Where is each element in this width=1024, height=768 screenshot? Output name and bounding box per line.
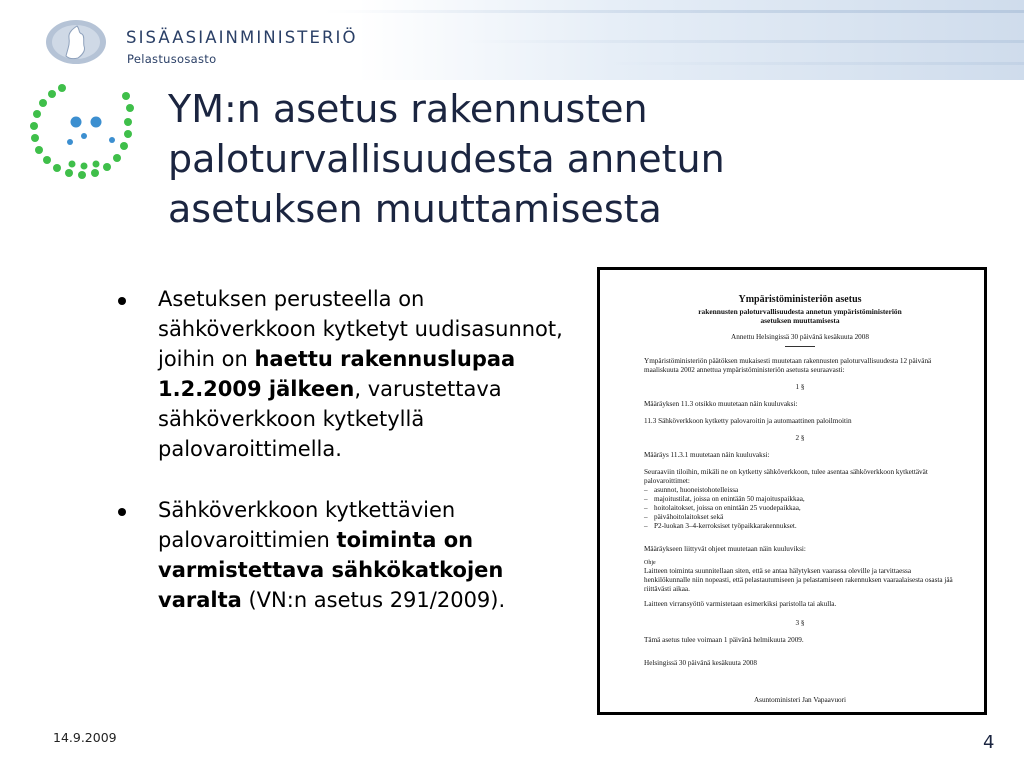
- decree-given-date: Annettu Helsingissä 30 päivänä kesäkuuta 2008: [731, 333, 869, 341]
- slide-title: YM:n asetus rakennusten paloturvallisuudesta annetun asetuksen muuttamisesta: [168, 87, 725, 231]
- decree-section-heading: Määräys 11.3.1 muutetaan näin kuuluvaksi:: [644, 451, 770, 459]
- decree-guide-text: Laitteen toiminta suunnitellaan siten, että se antaa hälytyksen vaarassa oleville ja tarvittaessa henkilökunnalle niin nopeasti, että pelastautumiseen ja pelastamiseen rakennuksen vaaraalaisesta osasta jää riittävästi aikaa.: [644, 567, 953, 593]
- decree-guide-label: Ohje: [644, 560, 656, 566]
- decree-section-text: Seuraaviin tiloihin, mikäli ne on kytketty sähköverkkoon, tulee asentaa sähköverkkoon kytkettävät palovaroittimet:: [644, 468, 928, 485]
- page-number: 4: [983, 732, 995, 753]
- bullet-text: Asetuksen perusteella on sähköverkkoon kytketyt uudisasunnot, joihin on: [158, 287, 563, 371]
- decree-guide-heading: Määräykseen liittyvät ohjeet muutetaan näin kuuluviksi:: [644, 545, 806, 553]
- bullet-item: [118, 495, 586, 615]
- decree-document-body: [644, 294, 956, 705]
- dotted-smiley-logo: [24, 82, 144, 182]
- decree-section-text: 11.3 Sähköverkkoon kytketty palovaroitin ja automaattinen paloilmoitin: [644, 417, 852, 425]
- bullet-text: Sähköverkkoon kytkettävien palovaroittimien: [158, 498, 456, 552]
- bullet-text: (VN:n asetus 291/2009).: [241, 588, 506, 612]
- decree-document-image: [597, 267, 987, 715]
- ministry-emblem-icon: [44, 18, 114, 66]
- banner-stripe: [464, 40, 1024, 43]
- decree-section-heading: Määräyksen 11.3 otsikko muutetaan näin kuuluvaksi:: [644, 400, 798, 408]
- decree-list-item: – päivähoitolaitokset sekä: [654, 513, 956, 522]
- decree-section-number: 1 §: [795, 383, 805, 391]
- decree-section-text: Tämä asetus tulee voimaan 1 päivänä helmikuuta 2009.: [644, 636, 804, 644]
- decree-list-item: – P2-luokan 3–4-kerroksiset työpaikkarakennukset.: [654, 522, 956, 531]
- banner-stripe: [324, 10, 1024, 13]
- decree-guide-text: Laitteen virransyöttö varmistetaan esimerkiksi paristolla tai akulla.: [644, 600, 837, 608]
- decree-list: [644, 486, 956, 531]
- bullet-icon: [118, 297, 126, 305]
- bullet-item: [118, 284, 586, 464]
- bullet-text: , varustettava sähköverkkoon kytketyllä palovaroittimella.: [158, 377, 502, 461]
- decree-section-number: 2 §: [795, 434, 805, 442]
- bullet-emphasis: toiminta on varmistettava sähkökatkojen varalta: [158, 528, 504, 612]
- bullet-emphasis: haettu rakennuslupaa 1.2.2009 jälkeen: [158, 347, 516, 401]
- decree-subtitle: rakennusten paloturvallisuudesta annetun ympäristöministeriön asetuksen muuttamisesta: [698, 307, 902, 325]
- decree-section-number: 3 §: [795, 619, 805, 627]
- decree-place-date: Helsingissä 30 päivänä kesäkuuta 2008: [644, 659, 757, 667]
- decree-list-item: – hoitolaitokset, joissa on enintään 25 vuodepaikkaa,: [654, 504, 956, 513]
- decree-divider: [785, 346, 815, 347]
- bullet-list: [118, 284, 586, 615]
- decree-list-item: – majoitustilat, joissa on enintään 50 majoituspaikkaa,: [654, 495, 956, 504]
- decree-signature: Asuntoministeri Jan Vapaavuori: [753, 696, 847, 704]
- decree-title: Ympäristöministeriön asetus: [738, 294, 862, 305]
- decree-intro: Ympäristöministeriön päätöksen mukaisesti muutetaan rakennusten paloturvallisuudesta 12 päivänä maaliskuuta 2002 annettua ympäristöministeriön asetusta seuraavasti:: [644, 357, 932, 374]
- department-name: Pelastusosasto: [127, 52, 217, 66]
- footer-date: 14.9.2009: [53, 730, 117, 745]
- ministry-name: SISÄASIAINMINISTERIÖ: [126, 28, 358, 47]
- bullet-icon: [118, 508, 126, 516]
- decree-list-item: – asunnot, huoneistohotelleissa: [654, 486, 956, 495]
- banner-stripe: [604, 62, 1024, 65]
